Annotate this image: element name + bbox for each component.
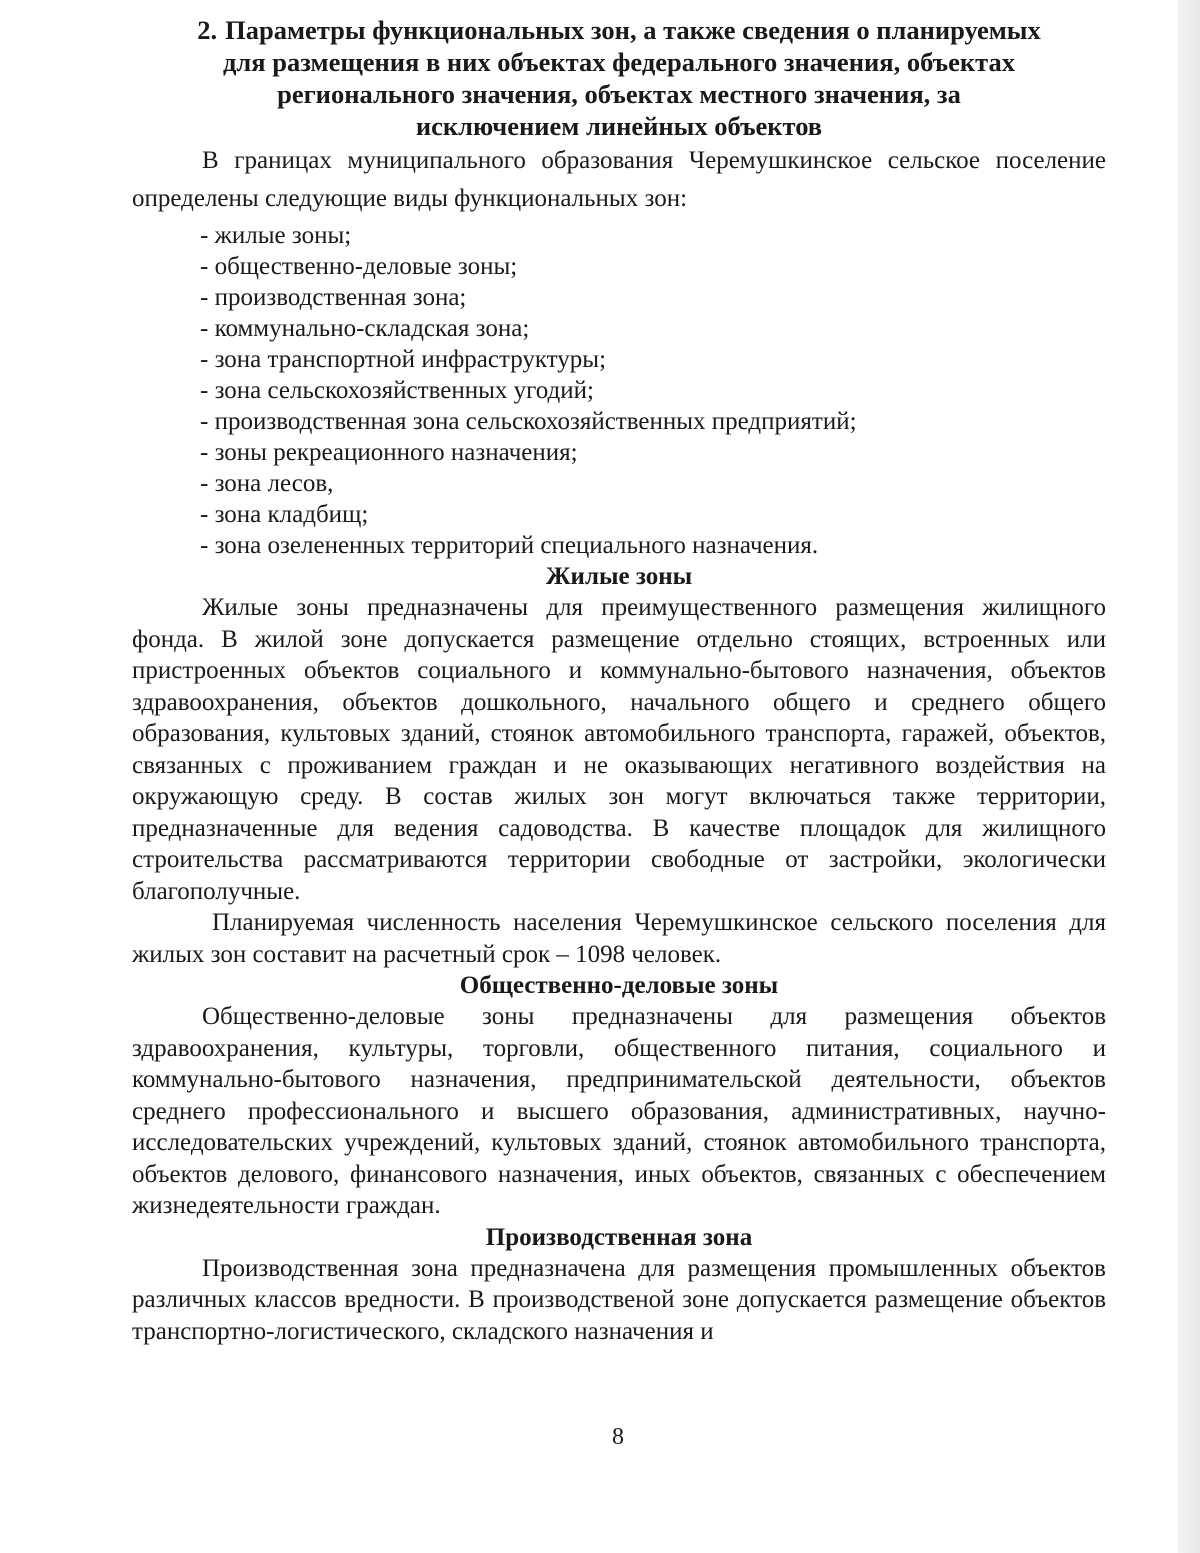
business-paragraph: Общественно-деловые зоны предназначены для размещения объектов здравоохранения, культуры, торговли, общественного питания, социального и коммунально-бытового назначения, предпринимательской деятельности, объектов среднего профессионального и высшего образования, административных, научно-исследовательских учреждений, культовых зданий, стоянок автомобильного транспорта, объектов делового, финансового назначения, иных объектов, связанных с обеспечением жизнедеятельности граждан. xyxy=(132,1003,1106,1219)
population-paragraph: Планируемая численность населения Черемушкинское сельского поселения для жилых зон составит на расчетный срок – 1098 человек. xyxy=(132,909,1106,968)
list-item: - зона сельскохозяйственных угодий; xyxy=(200,377,594,404)
intro-paragraph: В границах муниципального образования Черемушкинское сельское поселение определены следующие виды функциональных зон: xyxy=(132,147,1106,212)
heading-line: для размещения в них объектах федерального значения, объектах xyxy=(223,47,1015,77)
list-item: - жилые зоны; xyxy=(200,222,352,249)
list-item: - зона озелененных территорий специального назначения. xyxy=(200,532,819,559)
scan-margin xyxy=(1178,0,1200,1553)
list-item: - производственная зона; xyxy=(200,284,467,311)
heading-line: регионального значения, объектах местного значения, за xyxy=(277,79,961,109)
subsection-title-industrial: Производственная зона xyxy=(485,1223,753,1251)
page-number: 8 xyxy=(612,1424,624,1450)
section-number: 2. xyxy=(197,15,218,45)
list-item: - зона транспортной инфраструктуры; xyxy=(200,346,607,373)
subsection-title-business: Общественно-деловые зоны xyxy=(459,972,779,999)
zone-list xyxy=(200,220,1106,561)
heading-line: Параметры функциональных зон, а также сведения о планируемых xyxy=(225,15,1041,45)
document-page xyxy=(132,14,1106,1347)
list-item: - коммунально-складская зона; xyxy=(200,315,530,342)
list-item: - зона лесов, xyxy=(200,470,334,497)
list-item: - зоны рекреационного назначения; xyxy=(200,439,578,466)
list-item: - производственная зона сельскохозяйственных предприятий; xyxy=(200,408,857,435)
residential-paragraph: Жилые зоны предназначены для преимущественного размещения жилищного фонда. В жилой зоне допускается размещение отдельно стоящих, встроенных или пристроенных объектов социального и коммунально-бытового назначения, объектов здравоохранения, объектов дошкольного, начального общего и среднего общего образования, культовых зданий, стоянок автомобильного транспорта, гаражей, объектов, связанных с проживанием граждан и не оказывающих негативного воздействия на окружающую среду. В состав жилых зон могут включаться также территории, предназначенные для ведения садоводства. В качестве площадок для жилищного строительства рассматриваются территории свободные от застройки, экологически благополучные. xyxy=(132,594,1106,905)
section-heading xyxy=(132,14,1106,142)
list-item: - общественно-деловые зоны; xyxy=(200,253,518,280)
industrial-paragraph: Производственная зона предназначена для размещения промышленных объектов различных классов вредности. В производственой зоне допускается размещение объектов транспортно-логистического, складского назначения и xyxy=(132,1254,1106,1345)
heading-line: исключением линейных объектов xyxy=(415,111,823,141)
subsection-title-residential: Жилые зоны xyxy=(545,563,693,590)
list-item: - зона кладбищ; xyxy=(200,501,369,528)
